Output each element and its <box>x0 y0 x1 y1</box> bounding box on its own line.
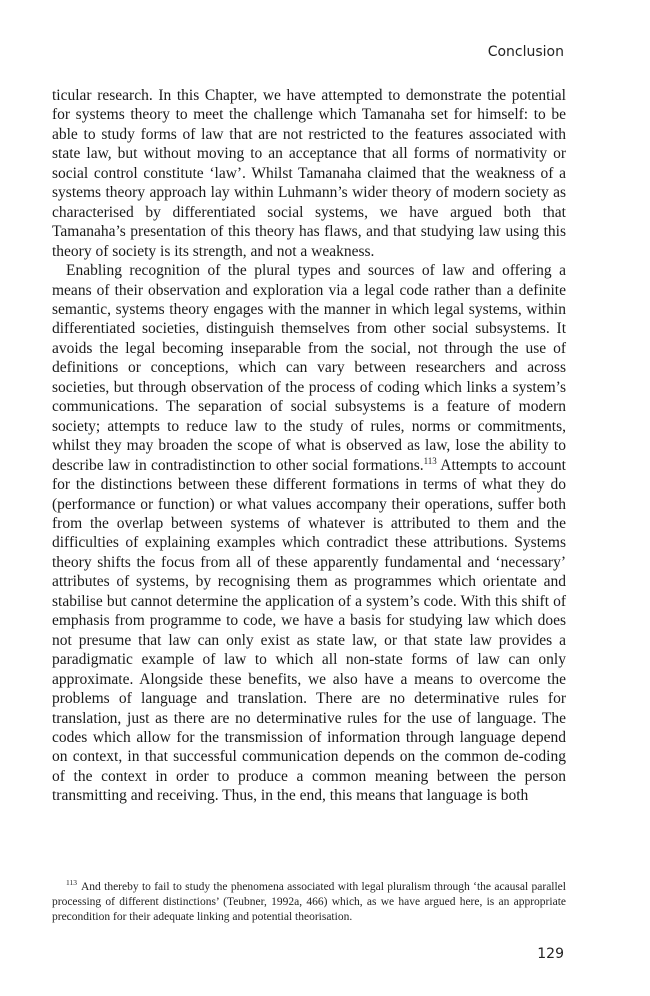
paragraph-text: ticular research. In this Chapter, we have attempted to demonstrate the potential for systems theory to meet the challenge which Tamanaha set for himself: to be able to study forms of law that are not restricted to the features associated with state law, but without moving to an acceptance that all forms of normativity or social control constitute ‘law’. Whilst Tamanaha claimed that the weakness of a systems theory approach lay within Luhmann’s wider theory of modern society as characterised by differentiated social systems, we have argued both that Tamanaha’s presentation of this theory has flaws, and that studying law using this theory of society is its strength, and not a weakness. <box>52 87 566 260</box>
paragraph-text: Enabling recognition of the plural types and sources of law and offering a means of their observation and exploration via a legal code rather than a definite semantic, systems theory engages with the manner in which legal systems, within differentiated societies, distinguish themselves from other social subsystems. It avoids the legal becoming inseparable from the social, not through the use of definitions or conceptions, which can vary between researchers and across societies, but through observation of the process of coding which links a system’s communications. The separation of social subsystems is a feature of modern society; attempts to reduce law to the study of rules, norms or commitments, whilst they may broaden the scope of what is observed as law, lose the ability to describe law in contradistinction to other social formations. <box>52 262 566 474</box>
paragraph-text: Attempts to account for the distinctions between these different formations in terms of what they do (performance or function) or what values accompany their operations, suffer both from the overlap between systems of whatever is attributed to them and the difficulties of explaining examples which contradict these attributions. Systems theory shifts the focus from all of these apparently fundamental and ‘necessary’ attributes of systems, by recognising them as programmes which orientate and stabilise but cannot determine the application of a system’s code. With this shift of emphasis from programme to code, we have a basis for studying law which does not presume that law can only exist as state law, or that state law provides a paradigmatic example of law to which all non-state forms of law can only approximate. Alongside these benefits, we also have a means to overcome the problems of language and translation. There are no determinative rules for translation, just as there are no determinative rules for the use of language. The codes which allow for the transmission of information through language depend on context, in that successful communication depends on the common de-coding of the context in order to produce a common meaning between the person transmitting and receiving. Thus, in the end, this means that language is both <box>52 456 566 805</box>
paragraph <box>52 86 566 261</box>
body-text <box>52 86 566 806</box>
footnote-text: And thereby to fail to study the phenomena associated with legal pluralism through ‘the acausal parallel processing of different distinctions’ (Teubner, 1992a, 466) which, as we have argued here, is an appropriate precondition for their adequate linking and potential theorisation. <box>52 881 566 923</box>
running-head: Conclusion <box>487 44 564 60</box>
footnote <box>52 880 566 925</box>
paragraph <box>52 261 566 806</box>
page-number: 129 <box>537 946 564 962</box>
footnote-number: 113 <box>66 878 77 888</box>
footnote-reference[interactable]: 113 <box>423 455 437 466</box>
